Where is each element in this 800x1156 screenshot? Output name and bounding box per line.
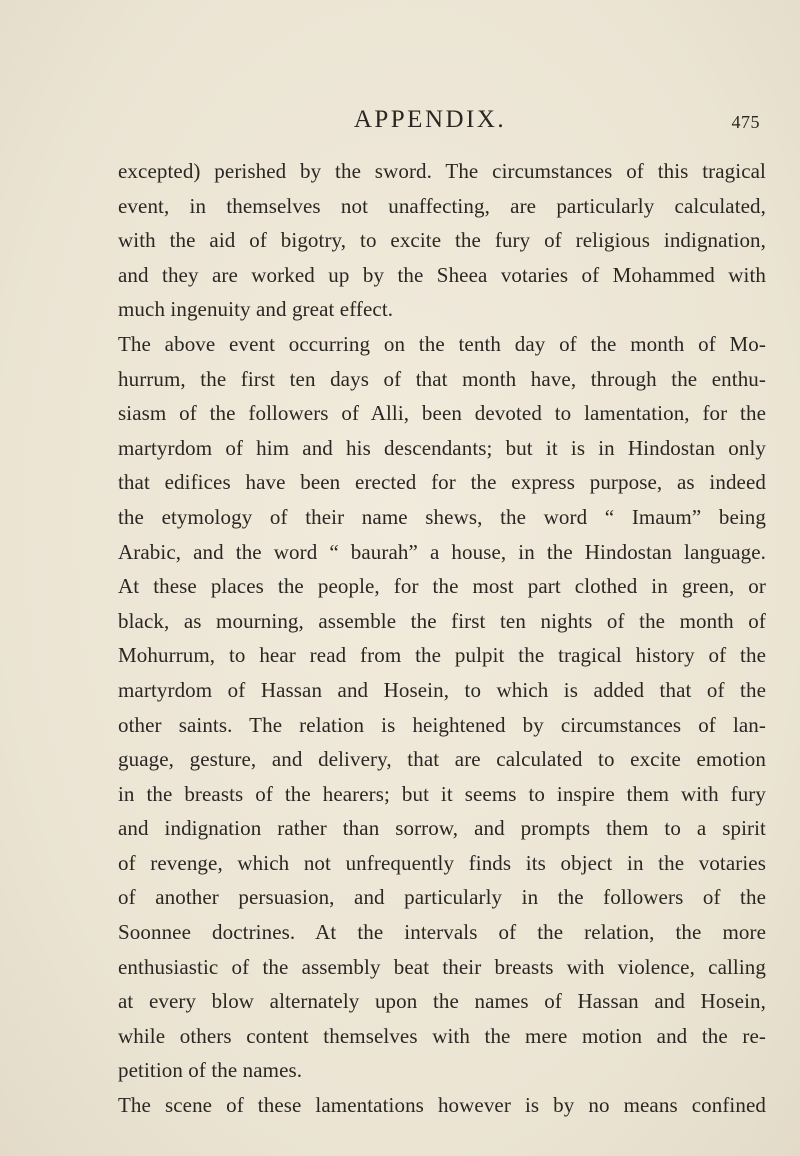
running-head [100,100,760,140]
text-line: Mohurrum, to hear read from the pulpit the tragical history of the [118,643,766,668]
text-line: hurrum, the first ten days of that month have, through the enthu- [118,366,766,391]
text-line: much ingenuity and great effect. [118,297,394,322]
text-line: martyrdom of him and his descendants; but it is in Hindostan only [118,435,766,460]
text-line: Soonnee doctrines. At the intervals of the relation, the more [118,920,766,945]
text-line: the etymology of their name shews, the word “ Imaum” being [118,504,766,529]
text-line: The above event occurring on the tenth day of the month of Mo- [118,331,766,356]
text-line: other saints. The relation is heightened by circumstances of lan- [118,712,766,737]
text-line: of revenge, which not unfrequently finds its object in the votaries [118,850,766,875]
text-line: enthusiastic of the assembly beat their breasts with violence, calling [118,954,766,979]
text-line: and indignation rather than sorrow, and prompts them to a spirit [118,816,766,841]
text-line: with the aid of bigotry, to excite the fury of religious indignation, [118,228,766,253]
text-line: at every blow alternately upon the names of Hassan and Hosein, [118,989,766,1014]
text-line: of another persuasion, and particularly in the followers of the [118,885,766,910]
text-line: guage, gesture, and delivery, that are calculated to excite emotion [118,747,766,772]
text-line: Arabic, and the word “ baurah” a house, in the Hindostan language. [118,539,766,564]
text-line: that edifices have been erected for the express purpose, as indeed [118,470,766,495]
page-number: 475 [731,112,760,132]
body-text [118,154,766,1123]
text-line: while others content themselves with the mere motion and the re- [118,1023,766,1048]
text-line: black, as mourning, assemble the first ten nights of the month of [118,608,766,633]
running-title: APPENDIX. [353,106,507,133]
text-line: event, in themselves not unaffecting, are particularly calculated, [118,193,766,218]
text-line: The scene of these lamentations however is by no means confined [118,1093,766,1118]
text-line: siasm of the followers of Alli, been devoted to lamentation, for the [118,401,766,426]
text-line: petition of the names. [118,1058,303,1083]
text-line: and they are worked up by the Sheea votaries of Mohammed with [118,262,766,287]
text-line: excepted) perished by the sword. The circumstances of this tragical [118,159,766,183]
text-line: At these places the people, for the most part clothed in green, or [118,574,766,599]
text-line: in the breasts of the hearers; but it seems to inspire them with fury [118,781,766,806]
text-line: martyrdom of Hassan and Hosein, to which is added that of the [118,677,766,702]
